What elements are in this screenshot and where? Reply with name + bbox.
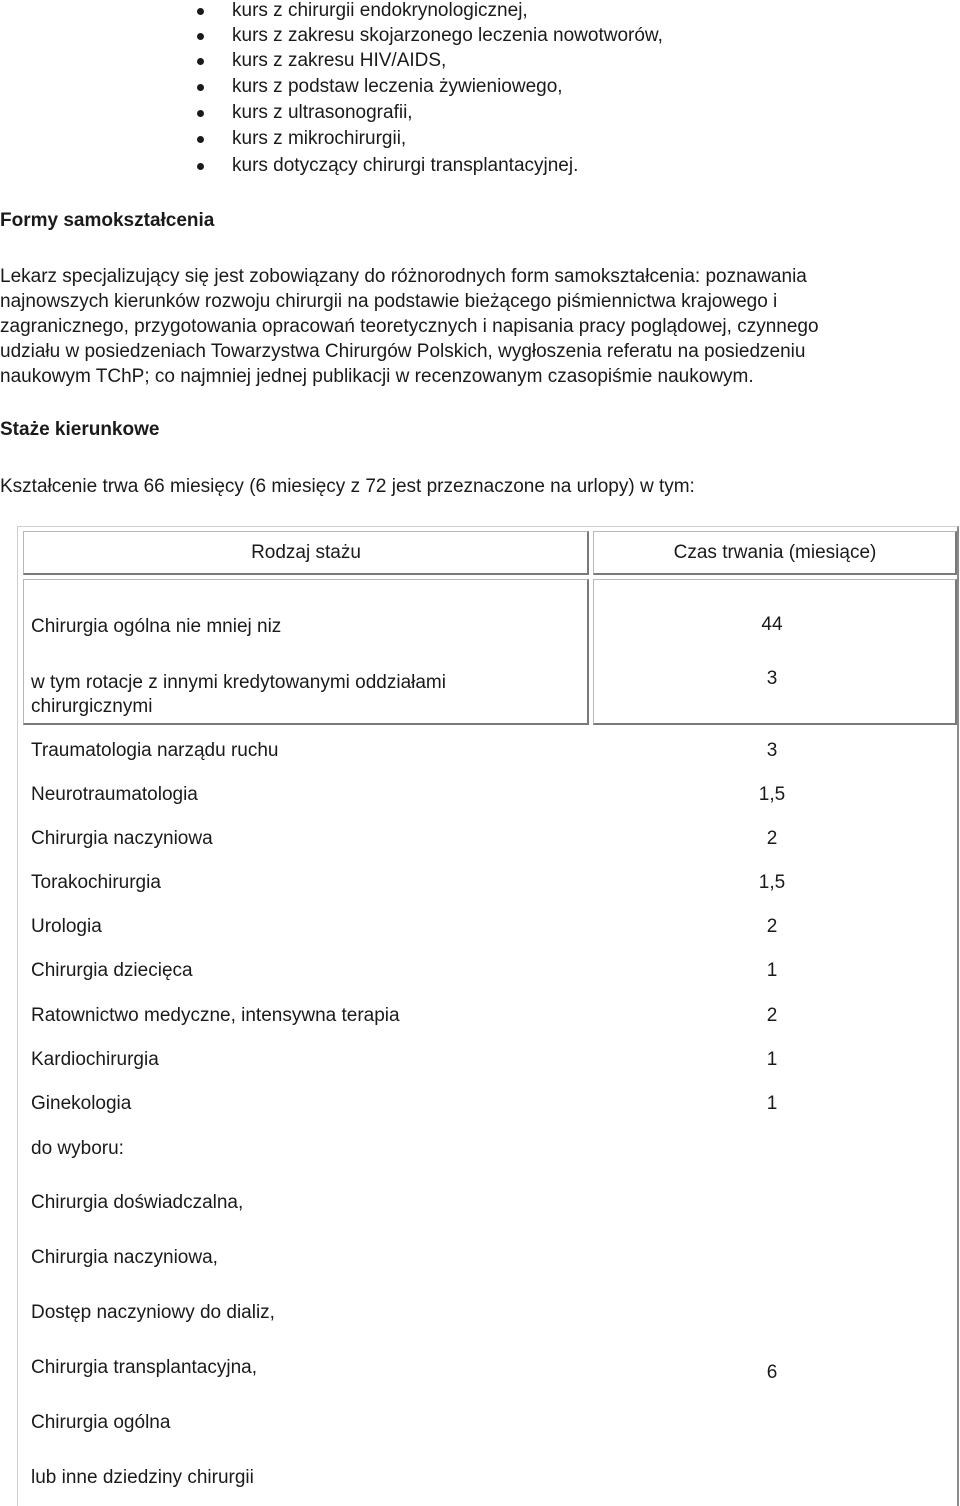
list-item: kurs z ultrasonografii, bbox=[232, 102, 413, 123]
elective-title: do wyboru: bbox=[31, 1138, 124, 1159]
table-cell-general-surgery-values bbox=[593, 579, 957, 725]
internship-intro: Kształcenie trwa 66 miesięcy (6 miesięcy z 72 jest przeznaczone na urlopy) w tym: bbox=[0, 476, 695, 497]
table-row-value: 2 bbox=[766, 916, 778, 937]
header-type-label: Rodzaj stażu bbox=[251, 542, 361, 563]
paragraph-line: naukowym TChP; co najmniej jednej publikacji w recenzowanym czasopiśmie naukowym. bbox=[0, 366, 754, 387]
paragraph-line: zagranicznego, przygotowania opracowań teoretycznych i napisania pracy poglądowej, czynnego bbox=[0, 316, 819, 337]
table-row-name: Traumatologia narządu ruchu bbox=[31, 740, 279, 761]
section-heading-self-education: Formy samokształcenia bbox=[0, 210, 215, 231]
header-duration-label: Czas trwania (miesiące) bbox=[673, 542, 877, 563]
table-row-name: Ratownictwo medyczne, intensywna terapia bbox=[31, 1005, 400, 1026]
list-item: kurs z podstaw leczenia żywieniowego, bbox=[232, 76, 563, 97]
table-row-name: Chirurgia naczyniowa bbox=[31, 828, 213, 849]
table-row-value: 1 bbox=[766, 1093, 778, 1114]
table-row-value: 1 bbox=[766, 1049, 778, 1070]
table-row-value: 1 bbox=[766, 960, 778, 981]
elective-option: Chirurgia naczyniowa, bbox=[31, 1247, 218, 1268]
paragraph-line: udziału w posiedzeniach Towarzystwa Chirurgów Polskich, wygłoszenia referatu na posiedzeniu bbox=[0, 341, 806, 362]
header-cell-duration bbox=[593, 531, 957, 575]
general-surgery-value: 44 bbox=[761, 614, 783, 635]
rotation-label-cont: chirurgicznymi bbox=[31, 696, 153, 717]
list-item: kurs dotyczący chirurgi transplantacyjnej. bbox=[232, 155, 579, 176]
list-item: kurs z zakresu skojarzonego leczenia nowotworów, bbox=[232, 25, 663, 46]
table-row-value: 1,5 bbox=[758, 784, 786, 805]
elective-option: Chirurgia transplantacyjna, bbox=[31, 1357, 258, 1378]
elective-option: lub inne dziedziny chirurgii bbox=[31, 1467, 254, 1488]
table-row-name: Urologia bbox=[31, 916, 102, 937]
elective-value: 6 bbox=[766, 1362, 778, 1383]
table-row-value: 2 bbox=[766, 1005, 778, 1026]
table-row-name: Torakochirurgia bbox=[31, 872, 161, 893]
list-item: kurs z mikrochirurgii, bbox=[232, 128, 407, 149]
header-cell-type bbox=[23, 531, 589, 575]
table-row-name: Ginekologia bbox=[31, 1093, 132, 1114]
general-surgery-label: Chirurgia ogólna nie mniej niz bbox=[31, 616, 282, 637]
section-heading-internships: Staże kierunkowe bbox=[0, 419, 160, 440]
list-item: kurs z zakresu HIV/AIDS, bbox=[232, 50, 447, 71]
table-row-value: 3 bbox=[766, 740, 778, 761]
table-row-value: 2 bbox=[766, 828, 778, 849]
elective-option: Dostęp naczyniowy do dializ, bbox=[31, 1302, 275, 1323]
table-row-name: Chirurgia dziecięca bbox=[31, 960, 193, 981]
paragraph-line: najnowszych kierunków rozwoju chirurgii na podstawie bieżącego piśmiennictwa krajowego i bbox=[0, 291, 778, 312]
table-row-name: Neurotraumatologia bbox=[31, 784, 198, 805]
rotation-value: 3 bbox=[766, 668, 778, 689]
table-row-value: 1,5 bbox=[758, 872, 786, 893]
self-education-paragraph bbox=[0, 264, 950, 389]
elective-option: Chirurgia ogólna bbox=[31, 1412, 171, 1433]
elective-option: Chirurgia doświadczalna, bbox=[31, 1192, 244, 1213]
rotation-label: w tym rotacje z innymi kredytowanymi oddziałami bbox=[31, 672, 446, 693]
table-row-name: Kardiochirurgia bbox=[31, 1049, 159, 1070]
list-item: kurs z chirurgii endokrynologicznej, bbox=[232, 0, 528, 21]
paragraph-line: Lekarz specjalizujący się jest zobowiązany do różnorodnych form samokształcenia: poznawania bbox=[0, 266, 807, 287]
